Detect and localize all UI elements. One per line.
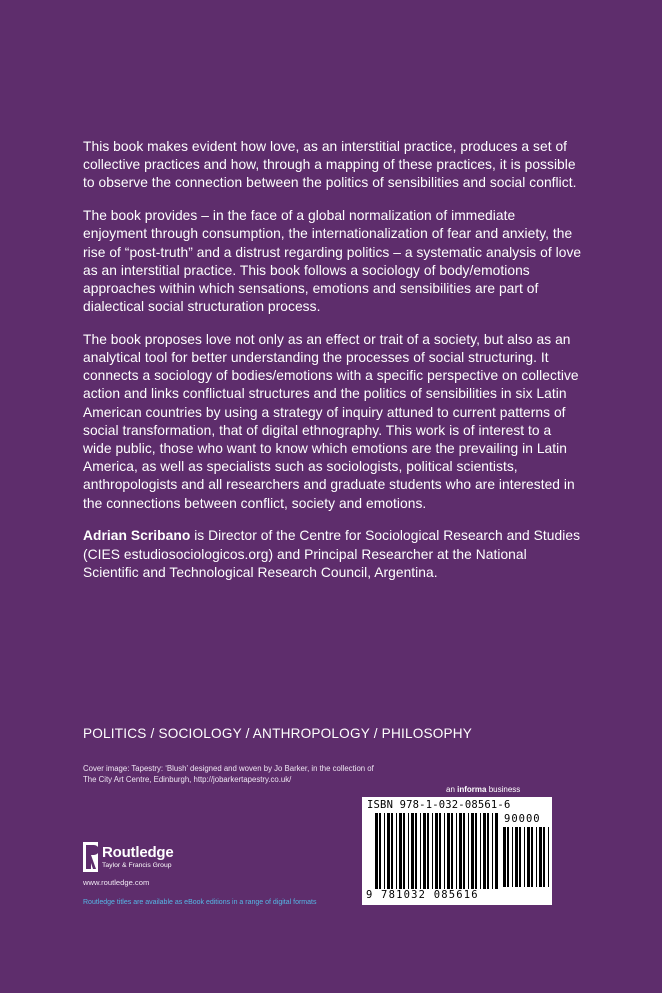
barcode-bar bbox=[503, 827, 506, 887]
barcode-bar bbox=[527, 827, 530, 887]
barcode-bar bbox=[387, 813, 390, 889]
informa-prefix: an bbox=[446, 785, 458, 794]
barcode-bar bbox=[524, 827, 525, 887]
author-bio: is Director of the Centre for Sociological Research and Studies (CIES estudiosociologicos.org) and Principal Researcher at the National Scientific and Technological Research Council, Argentina. bbox=[83, 528, 581, 580]
barcode-bar bbox=[495, 813, 498, 889]
ean13-barcode-bars bbox=[375, 813, 500, 891]
isbn-barcode bbox=[362, 797, 552, 905]
barcode-bar bbox=[411, 813, 414, 889]
blurb-paragraph-1: This book makes evident how love, as an interstitial practice, produces a set of collective practices and how, through a mapping of these practices, it is possible to observe the connection between the politics of sensibilities and social conflict. bbox=[83, 139, 577, 191]
routledge-logo bbox=[83, 842, 193, 876]
barcode-digits: 9 781032 085616 bbox=[366, 889, 479, 901]
barcode-bar bbox=[512, 827, 513, 887]
informa-business-tag bbox=[446, 785, 520, 794]
price-code: 90000 bbox=[504, 813, 541, 825]
barcode-bar bbox=[543, 827, 545, 887]
routledge-r-icon bbox=[83, 842, 98, 872]
barcode-bar bbox=[475, 813, 477, 889]
barcode-bar bbox=[379, 813, 381, 889]
publisher-group: Taylor & Francis Group bbox=[102, 862, 172, 869]
barcode-bar bbox=[432, 813, 433, 889]
barcode-bar bbox=[415, 813, 417, 889]
barcode-bar bbox=[468, 813, 469, 889]
barcode-bar bbox=[480, 813, 481, 889]
barcode-bar bbox=[548, 827, 549, 887]
barcode-bar bbox=[459, 813, 462, 889]
barcode-bar bbox=[447, 813, 450, 889]
barcode-bar bbox=[420, 813, 421, 889]
barcode-bar bbox=[483, 813, 486, 889]
barcode-bar bbox=[439, 813, 441, 889]
barcode-bar bbox=[492, 813, 493, 889]
barcode-bar bbox=[536, 827, 537, 887]
blurb-paragraph-3: The book proposes love not only as an effect or trait of a society, but also as an analytical tool for better understanding the processes of social structuring. It connects a sociology of bodies/emotions with a specific perspective on collective action and links conflictual structures and the politics of sensibilities in six Latin American countries by using a strategy of inquiry attuned to current patterns of social transformation, that of digital ethnography. This work is of interest to a wide public, those who want to know which emotions are the prevailing in Latin America, as well as specialists such as sociologists, political scientists, anthropologists and all researchers and graduate students who are interested in the connections between conflict, society and emotions. bbox=[83, 331, 579, 511]
author-bio-paragraph bbox=[83, 527, 583, 582]
isbn-label: ISBN 978-1-032-08561-6 bbox=[367, 799, 511, 811]
blurb bbox=[83, 138, 583, 596]
barcode-bar bbox=[463, 813, 465, 889]
blurb-paragraph-2: The book provides – in the face of a global normalization of immediate enjoyment through consumption, the internationalization of fear and anxiety, the rise of “post-truth” and a distrust regarding politics – a systematic analysis of love as an interstitial practice. This book follows a sociology of body/emotions approaches within which sensations, emotions and sensibilities are part of dialectical social structuration process. bbox=[83, 208, 582, 315]
barcode-bar bbox=[427, 813, 429, 889]
barcode-bar bbox=[399, 813, 402, 889]
cover-image-credit: Cover image: Tapestry: ‘Blush’ designed and woven by Jo Barker, in the collection of The City Art Centre, Edinburgh, http://jobarkertapestry.co.uk/ bbox=[83, 764, 374, 784]
barcode-bar bbox=[408, 813, 409, 889]
author-name: Adrian Scribano bbox=[83, 528, 191, 544]
barcode-bar bbox=[507, 827, 509, 887]
barcode-bar bbox=[391, 813, 393, 889]
barcode-bar bbox=[515, 827, 518, 887]
barcode-bar bbox=[471, 813, 474, 889]
barcode-bar bbox=[384, 813, 385, 889]
barcode-bar bbox=[519, 827, 521, 887]
barcode-bar bbox=[456, 813, 457, 889]
barcode-bar bbox=[403, 813, 405, 889]
barcode-bar bbox=[423, 813, 426, 889]
subject-categories: POLITICS / SOCIOLOGY / ANTHROPOLOGY / PHILOSOPHY bbox=[83, 726, 473, 741]
barcode-bar bbox=[435, 813, 438, 889]
informa-suffix: business bbox=[486, 785, 521, 794]
barcode-bar bbox=[487, 813, 489, 889]
barcode-bar bbox=[396, 813, 397, 889]
barcode-bar bbox=[451, 813, 453, 889]
publisher-name: Routledge bbox=[102, 844, 174, 861]
barcode-bar bbox=[539, 827, 542, 887]
addon-barcode-bars bbox=[503, 827, 549, 889]
informa-brand: informa bbox=[457, 785, 487, 794]
ebook-note: Routledge titles are available as eBook editions in a range of digital formats bbox=[83, 899, 317, 906]
barcode-bar bbox=[531, 827, 533, 887]
publisher-website: www.routledge.com bbox=[83, 878, 150, 887]
barcode-bar bbox=[444, 813, 445, 889]
barcode-bar bbox=[375, 813, 378, 889]
